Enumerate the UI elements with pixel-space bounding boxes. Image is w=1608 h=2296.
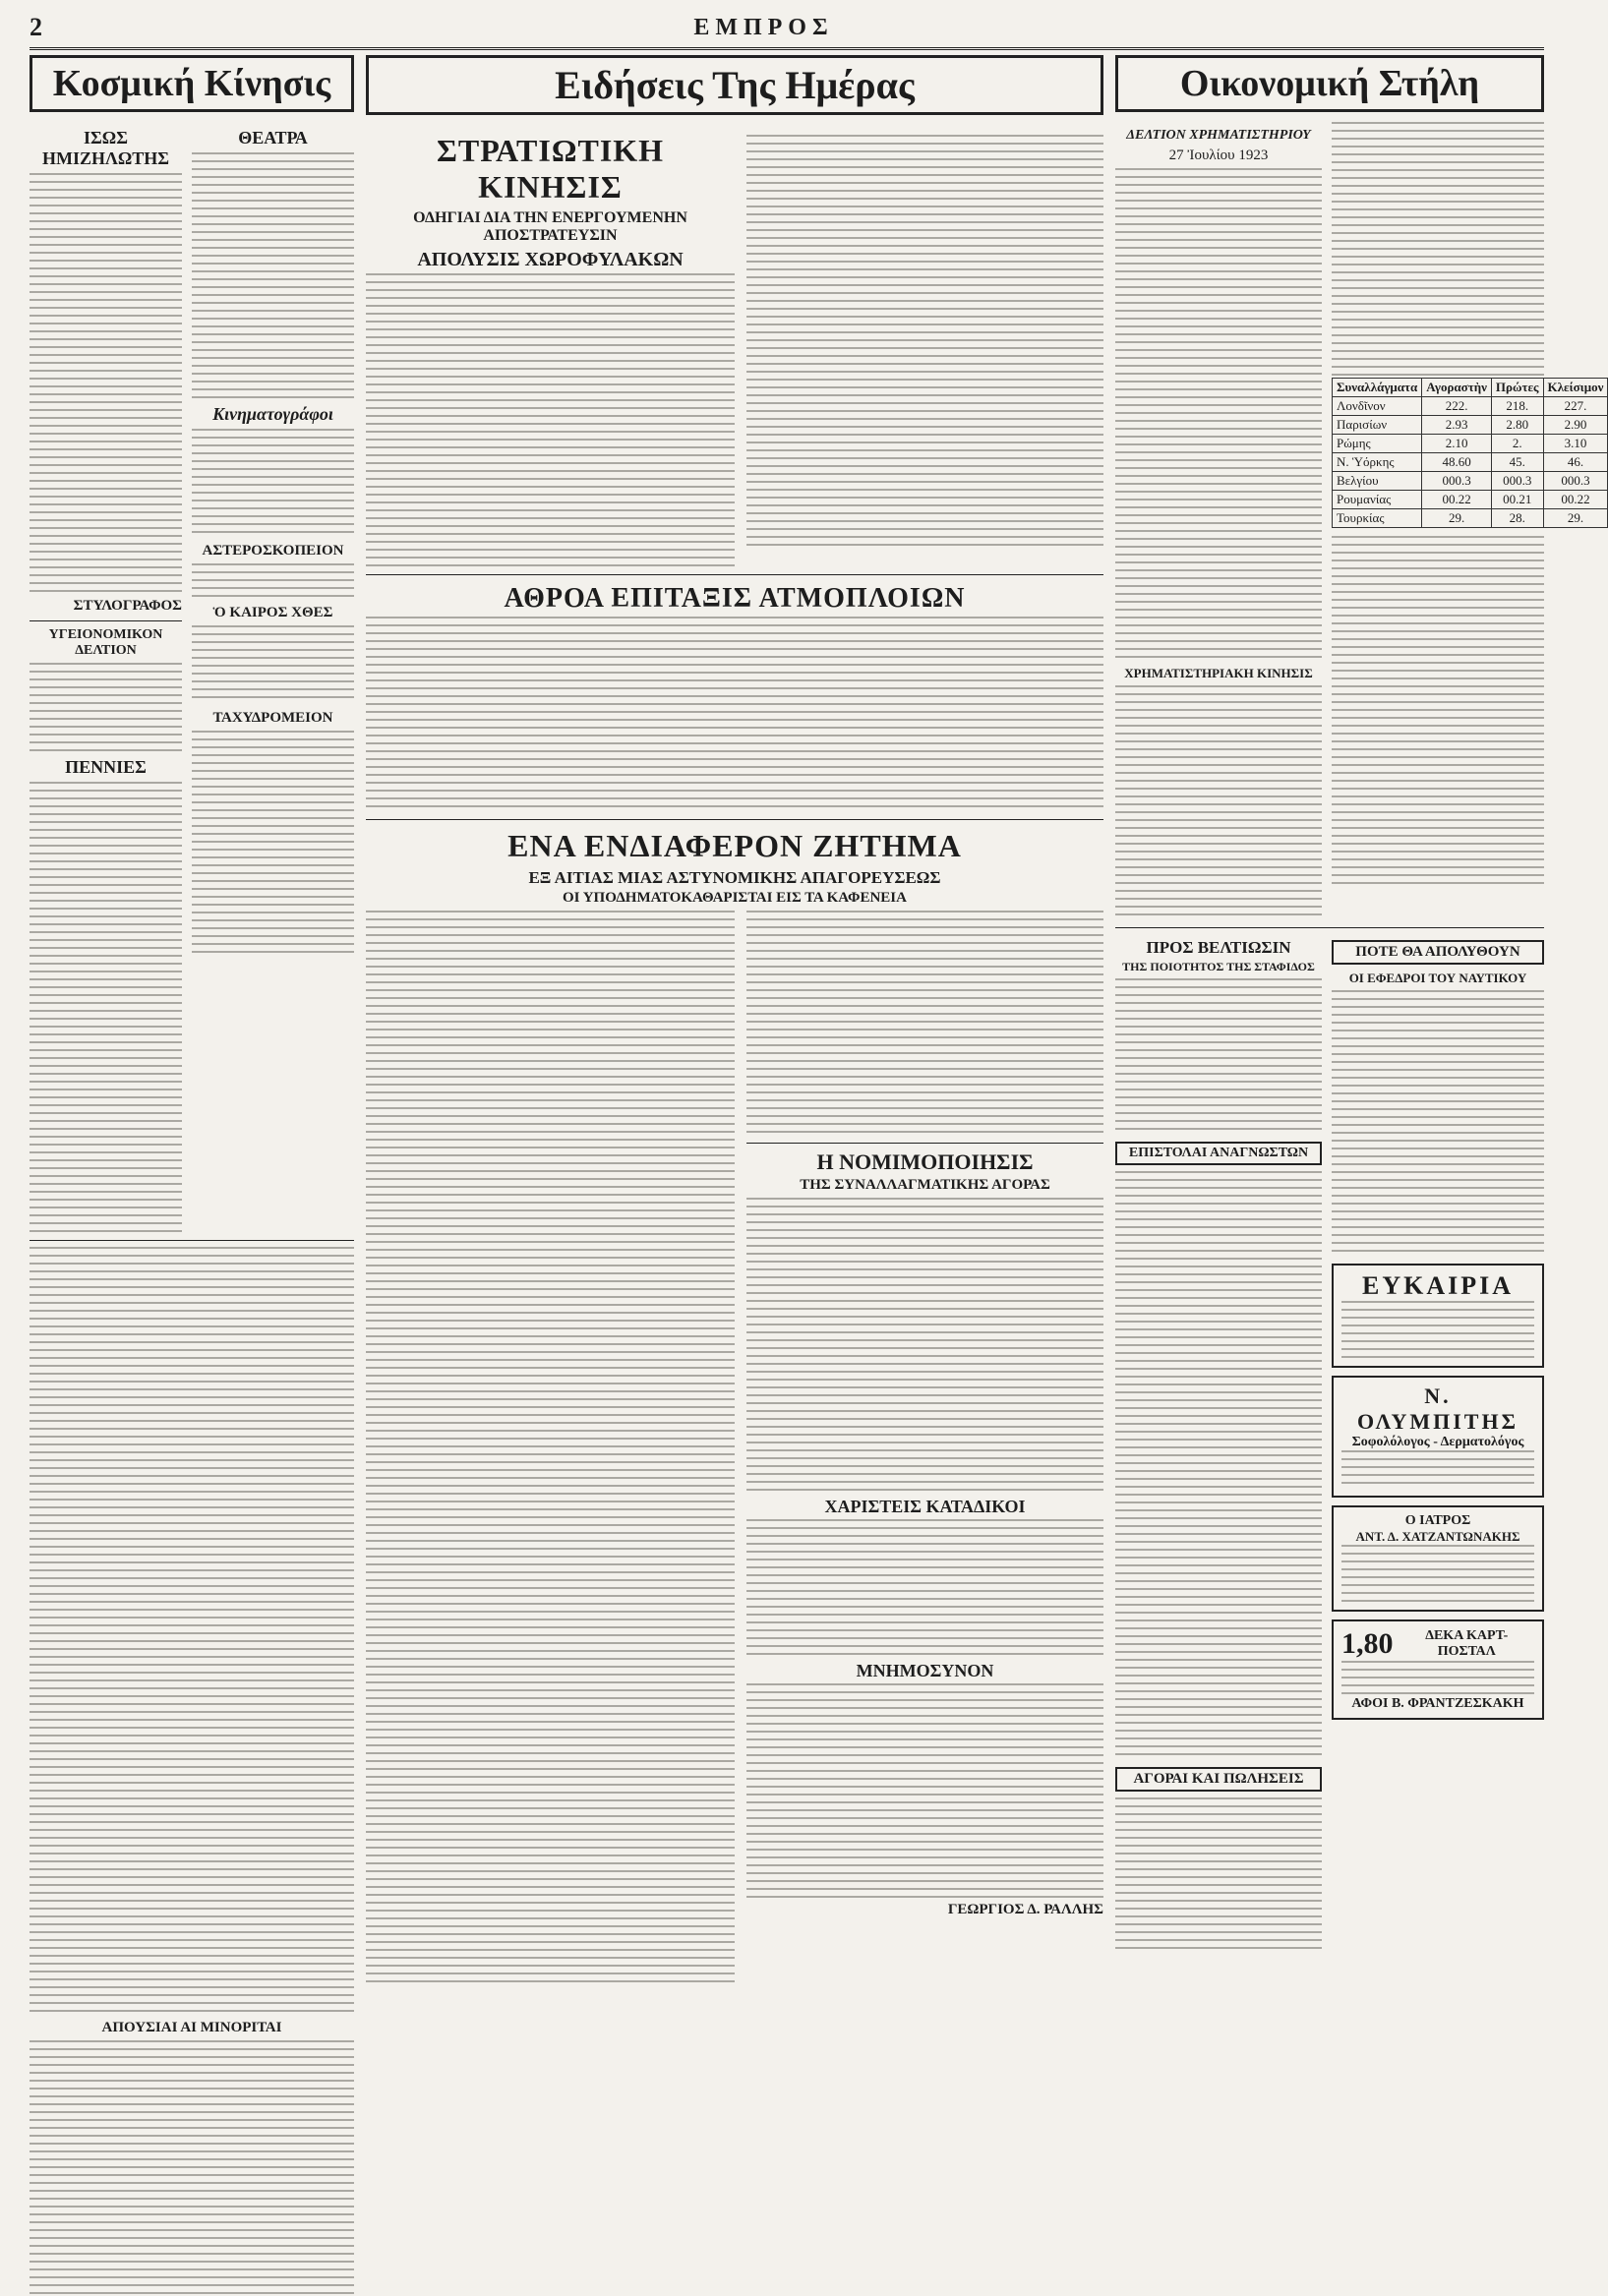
stock-listing bbox=[1115, 168, 1322, 660]
heading-military: ΣΤΡΑΤΙΩΤΙΚΗ ΚΙΝΗΣΙΣ bbox=[436, 133, 665, 205]
masthead-bar bbox=[30, 8, 1544, 50]
heading-observatory: ΑΣΤΕΡΟΣΚΟΠΕΙΟΝ bbox=[202, 543, 344, 559]
column-news bbox=[366, 55, 1103, 1982]
heading-raisin-quality: ΠΡΟΣ ΒΕΛΤΙΩΣΙΝ bbox=[1146, 938, 1291, 957]
ad-postcards-text: ΔΕΚΑ ΚΑΡΤ-ΠΟΣΤΑΛ bbox=[1425, 1628, 1509, 1659]
exchange-rates-table bbox=[1332, 378, 1608, 528]
rates-header: Αγοραστὴν bbox=[1422, 379, 1492, 397]
table-row: Ρώμης 2.10 2. 3.10 bbox=[1333, 435, 1608, 453]
heading-sales: ΑΓΟΡΑΙ ΚΑΙ ΠΩΛΗΣΕΙΣ bbox=[1115, 1767, 1322, 1792]
article-text bbox=[192, 152, 354, 398]
article-text bbox=[1115, 1171, 1322, 1761]
ad-olympitis-sub: Σοφολόλογος - Δερματολόγος bbox=[1351, 1435, 1524, 1449]
byline-rallis: ΓΕΩΡΓΙΟΣ Δ. ΡΑΛΛΗΣ bbox=[947, 1902, 1103, 1917]
ad-olympitis-title: Ν. ΟΛΥΜΠΙΤΗΣ bbox=[1357, 1383, 1519, 1434]
article-text bbox=[366, 911, 735, 1982]
heading-stock-activity: ΧΡΗΜΑΤΙΣΤΗΡΙΑΚΗ ΚΙΝΗΣΙΣ bbox=[1124, 666, 1313, 680]
heading-interesting-issue: ΕΝΑ ΕΝΔΙΑΦΕΡΟΝ ΖΗΤΗΜΑ bbox=[507, 828, 962, 863]
article-text bbox=[1332, 990, 1544, 1256]
heading-isos: ΙΣΩΣ ΗΜΙΖΗΛΩΤΗΣ bbox=[41, 128, 170, 168]
heading-theatres: ΘΕΑΤΡΑ bbox=[238, 128, 308, 147]
weather-yesterday: Ὁ ΚΑΙΡΟΣ ΧΘΕΣ bbox=[212, 605, 333, 620]
subheading-demobilization: ΟΔΗΓΙΑΙ ΔΙΑ ΤΗΝ ΕΝΕΡΓΟΥΜΕΝΗΝ ΑΠΟΣΤΡΑΤΕΥΣΙΝ bbox=[413, 209, 687, 244]
article-text bbox=[30, 663, 182, 751]
byline-stylografos: ΣΤΥΛΟΓΡΑΦΟΣ bbox=[73, 598, 182, 614]
ad-doctor bbox=[1332, 1505, 1544, 1612]
ad-opportunity-title: ΕΥΚΑΙΡΙΑ bbox=[1361, 1271, 1514, 1300]
ad-olympitis bbox=[1332, 1376, 1544, 1498]
heading-pennies: ΠΕΝΝΙΕΣ bbox=[65, 757, 147, 777]
article-text bbox=[366, 273, 735, 568]
article-text bbox=[746, 911, 1103, 1137]
table-row: Λονδῖνον 222. 218. 227. bbox=[1333, 397, 1608, 416]
table-row: Τουρκίας 29. 28. 29. bbox=[1333, 509, 1608, 528]
heading-ship-requisition: ΑΘΡΟΑ ΕΠΙΤΑΞΙΣ ΑΤΜΟΠΛΟΙΩΝ bbox=[504, 583, 966, 614]
article-text bbox=[746, 135, 1103, 548]
subheading-raisin-quality: ΤΗΣ ΠΟΙΟΤΗΤΟΣ ΤΗΣ ΣΤΑΦΙΔΟΣ bbox=[1122, 960, 1315, 973]
column-economy bbox=[1115, 55, 1604, 1955]
banner-society: Κοσμική Κίνησις bbox=[30, 55, 354, 112]
heading-absent-minorities: ΑΠΟΥΣΙΑΙ ΑΙ ΜΙΝΟΡΙΤΑΙ bbox=[101, 2020, 282, 2035]
ad-postcards-company: ΑΦΟΙ Β. ΦΡΑΝΤΖΕΣΚΑΚΗ bbox=[1351, 1696, 1524, 1711]
article-text bbox=[1332, 122, 1544, 378]
table-row: Ν. Ὑόρκης 48.60 45. 46. bbox=[1333, 453, 1608, 472]
article-text bbox=[30, 1247, 354, 2014]
ad-postcards-price: 1,80 bbox=[1341, 1627, 1394, 1660]
rates-header: Συναλλάγματα bbox=[1333, 379, 1422, 397]
heading-pardoned-convicts: ΧΑΡΙΣΤΕΙΣ ΚΑΤΑΔΙΚΟΙ bbox=[824, 1497, 1026, 1516]
banner-economy: Οικονομική Στήλη bbox=[1115, 55, 1544, 112]
heading-legalization: Η ΝΟΜΙΜΟΠΟΙΗΣΙΣ bbox=[816, 1149, 1034, 1174]
stock-bulletin-date: 27 Ἰουλίου 1923 bbox=[1168, 147, 1269, 163]
article-text bbox=[1115, 1797, 1322, 1955]
heading-navy-reservists: ΠΟΤΕ ΘΑ ΑΠΟΛΥΘΟΥΝ bbox=[1332, 940, 1544, 965]
table-row: Βελγίου 000.3 000.3 000.3 bbox=[1333, 472, 1608, 491]
article-text bbox=[746, 1198, 1103, 1493]
article-text bbox=[366, 617, 1103, 813]
subheading-police-ban: ΕΞ ΑΙΤΙΑΣ ΜΙΑΣ ΑΣΤΥΝΟΜΙΚΗΣ ΑΠΑΓΟΡΕΥΣΕΩΣ bbox=[528, 868, 941, 887]
article-text bbox=[1332, 536, 1544, 890]
heading-reader-letters: ΕΠΙΣΤΟΛΑΙ ΑΝΑΓΝΩΣΤΩΝ bbox=[1115, 1142, 1322, 1165]
subheading-navy-reservists: ΟΙ ΕΦΕΔΡΟΙ ΤΟΥ ΝΑΥΤΙΚΟΥ bbox=[1348, 971, 1527, 985]
article-text bbox=[192, 563, 354, 603]
heading-stock-bulletin: ΔΕΛΤΙΟΝ ΧΡΗΜΑΤΙΣΤΗΡΙΟΥ bbox=[1126, 128, 1311, 143]
article-text bbox=[192, 625, 354, 704]
ad-postcards bbox=[1332, 1619, 1544, 1720]
banner-news: Ειδήσεις Της Ημέρας bbox=[366, 55, 1103, 115]
ad-doctor-title: Ο ΙΑΤΡΟΣ bbox=[1404, 1513, 1471, 1528]
article-text bbox=[1115, 685, 1322, 921]
article-text bbox=[1115, 978, 1322, 1136]
heading-post-office: ΤΑΧΥΔΡΟΜΕΙΟΝ bbox=[212, 710, 333, 726]
heading-cinemas: Κινηματογράφοι bbox=[212, 404, 333, 424]
article-text bbox=[192, 731, 354, 957]
article-text bbox=[746, 1683, 1103, 1900]
heading-health-bulletin: ΥΓΕΙΟΝΟΜΙΚΟΝ ΔΕΛΤΙΟΝ bbox=[48, 627, 163, 658]
newspaper-name: ΕΜΠΡΟΣ bbox=[693, 14, 834, 40]
heading-memorial: ΜΝΗΜΟΣΥΝΟΝ bbox=[856, 1661, 994, 1680]
subheading-gendarmes: ΑΠΟΛΥΣΙΣ ΧΩΡΟΦΥΛΑΚΩΝ bbox=[417, 249, 684, 270]
ad-doctor-name: ΑΝΤ. Δ. ΧΑΤΖΑΝΤΩΝΑΚΗΣ bbox=[1355, 1529, 1520, 1544]
article-text bbox=[30, 2040, 354, 2296]
subheading-shoeshiners: ΟΙ ΥΠΟΔΗΜΑΤΟΚΑΘΑΡΙΣΤΑΙ ΕΙΣ ΤΑ ΚΑΦΕΝΕΙΑ bbox=[563, 890, 907, 906]
page-number: 2 bbox=[30, 13, 42, 41]
article-text bbox=[746, 1519, 1103, 1657]
rates-header: Πρώτες bbox=[1491, 379, 1543, 397]
column-society bbox=[30, 55, 354, 2296]
table-row: Ρουμανίας 00.22 00.21 00.22 bbox=[1333, 491, 1608, 509]
subheading-exchange-market: ΤΗΣ ΣΥΝΑΛΛΑΓΜΑΤΙΚΗΣ ΑΓΟΡΑΣ bbox=[800, 1177, 1050, 1193]
table-row: Παρισίων 2.93 2.80 2.90 bbox=[1333, 416, 1608, 435]
article-text bbox=[192, 429, 354, 537]
ad-opportunity bbox=[1332, 1264, 1544, 1368]
article-text bbox=[30, 782, 182, 1234]
article-text bbox=[30, 173, 182, 596]
rates-header: Κλείσιμον bbox=[1543, 379, 1608, 397]
